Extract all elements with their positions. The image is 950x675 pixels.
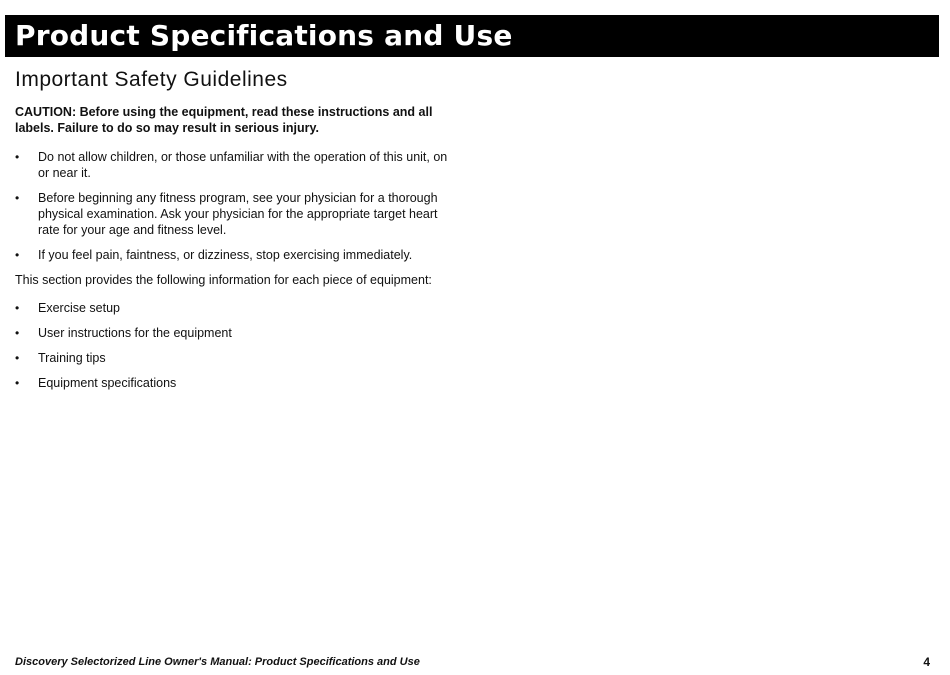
info-list xyxy=(15,300,455,400)
safety-list xyxy=(15,149,455,272)
intro-text: This section provides the following information for each piece of equipment: xyxy=(15,273,432,287)
list-item-text: Before beginning any fitness program, see your physician for a thorough physical examination. Ask your physician for the appropriate target heart rate for your age and fitness level. xyxy=(38,191,438,237)
section-heading: Important Safety Guidelines xyxy=(15,68,288,91)
list-item-text: Training tips xyxy=(38,351,106,365)
page-number: 4 xyxy=(923,655,930,669)
list-item xyxy=(15,149,455,181)
list-item xyxy=(15,325,455,341)
bullet-icon: • xyxy=(15,326,20,340)
bullet-icon: • xyxy=(15,301,20,315)
caution-text: CAUTION: Before using the equipment, read these instructions and all labels. Failure to do so may result in serious injury. xyxy=(15,105,433,135)
list-item xyxy=(15,375,455,391)
list-item xyxy=(15,190,455,238)
bullet-icon: • xyxy=(15,150,20,164)
page-title: Product Specifications and Use xyxy=(15,19,513,52)
title-bar xyxy=(5,15,939,57)
list-item-text: Equipment specifications xyxy=(38,376,177,390)
list-item-text: If you feel pain, faintness, or dizziness, stop exercising immediately. xyxy=(38,248,413,262)
list-item-text: Do not allow children, or those unfamiliar with the operation of this unit, on or near it. xyxy=(38,150,448,180)
list-item xyxy=(15,247,455,263)
footer-text: Discovery Selectorized Line Owner's Manual: Product Specifications and Use xyxy=(15,656,420,668)
list-item xyxy=(15,350,455,366)
list-item-text: Exercise setup xyxy=(38,301,120,315)
list-item-text: User instructions for the equipment xyxy=(38,326,232,340)
list-item xyxy=(15,300,455,316)
bullet-icon: • xyxy=(15,351,20,365)
bullet-icon: • xyxy=(15,248,20,262)
bullet-icon: • xyxy=(15,191,20,205)
bullet-icon: • xyxy=(15,376,20,390)
